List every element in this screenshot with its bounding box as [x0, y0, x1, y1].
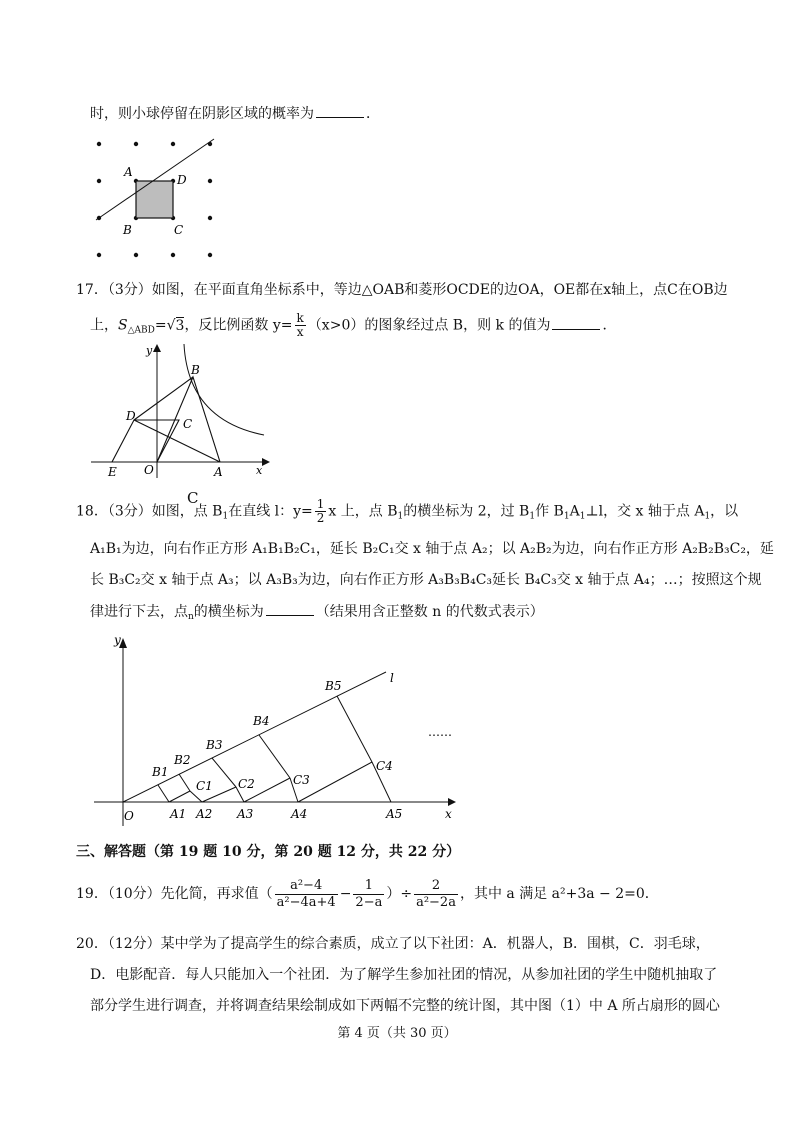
q18-figure: [90, 630, 470, 830]
sqrt-value: 3: [175, 317, 185, 334]
q18-e: ⊥l，交 x 轴于点 A: [585, 503, 705, 520]
divide-sign: ）÷: [386, 886, 413, 902]
q16-text: 时，则小球停留在阴影区域的概率为: [90, 106, 314, 122]
fraction-2: [353, 878, 384, 911]
frac-den: a²−2a: [416, 894, 456, 910]
stray-letter-c: C: [187, 489, 199, 507]
q17-period: ．: [602, 317, 617, 334]
label-D: D: [126, 409, 136, 423]
sub-1: 1: [579, 511, 586, 522]
x-axis-arrow: [262, 458, 270, 466]
q20-line3: 部分学生进行调查，并将调查结果绘制成如下两幅不完整的统计图，其中图（1）中 A 所占扇形的圆心: [90, 998, 720, 1014]
label-A3: A3: [237, 807, 254, 821]
q20-line1: 20．（12分）某中学为了提高学生的综合素质，成立了以下社团：A．机器人，B．围棋，C．羽毛球，: [76, 936, 710, 952]
section-heading: 三、解答题（第 19 题 10 分，第 20 题 12 分，共 22 分）: [76, 844, 461, 860]
label-A5: A5: [386, 807, 403, 821]
label-C3: C3: [293, 773, 310, 787]
label-B: B: [123, 223, 132, 237]
q18-line4-post: （结果用含正整数 n 的代数式表示）: [315, 604, 544, 620]
label-y: y: [114, 633, 121, 647]
frac-den: 2: [316, 511, 325, 525]
label-A1: A1: [170, 807, 187, 821]
label-A4: A4: [291, 807, 308, 821]
sub-1: 1: [397, 511, 404, 522]
label-E: E: [108, 465, 117, 479]
label-x: x: [445, 807, 452, 821]
q17-line2: [90, 312, 616, 343]
answer-blank: [316, 103, 364, 118]
q17-pre: 上，: [90, 317, 118, 334]
square-segments: [158, 696, 391, 802]
label-A: A: [214, 465, 223, 479]
fraction-1-over-2: [315, 498, 327, 525]
frac-num: 1: [353, 878, 384, 895]
q17-figure: [86, 340, 276, 480]
shaded-square: [136, 181, 173, 218]
frac-num: k: [296, 311, 304, 325]
q18-c: 的横坐标为 2，过 B: [403, 503, 530, 520]
fraction-3: [414, 878, 458, 911]
q18-d: 作 B: [535, 503, 564, 520]
x-axis-arrow: [448, 798, 456, 806]
sqrt-symbol: √: [166, 317, 176, 334]
q18-b: x 上，点 B: [328, 503, 398, 520]
page-footer: 第 4 页（共 30 页）: [337, 1026, 457, 1041]
q18-a: 在直线 l：y=: [228, 503, 313, 520]
answer-blank: [266, 601, 314, 616]
q16-period: ．: [366, 106, 380, 122]
label-B3: B3: [206, 738, 223, 752]
label-B2: B2: [174, 753, 191, 767]
q18-line2: A₁B₁为边，向右作正方形 A₁B₁B₂C₁，延长 B₂C₁交 x 轴于点 A₂；以 A₂B₂为边，向右作正方形 A₂B₂B₃C₂，延: [90, 541, 774, 557]
frac-den: a²−4a+4: [276, 894, 336, 910]
fraction-k-over-x: [295, 312, 306, 339]
y-axis-arrow: [153, 344, 161, 352]
hyperbola-curve: [184, 344, 264, 435]
label-C2: C2: [238, 777, 255, 791]
q16-figure: [86, 134, 226, 264]
q18-pre: 18．（3分）如图，点 B: [76, 503, 223, 520]
equals-sign: =: [154, 317, 167, 334]
label-A2: A2: [196, 807, 213, 821]
answer-blank: [552, 315, 600, 330]
label-D: D: [177, 173, 187, 187]
q18-line1: 18．（3分）如图，点 $B_1$在直线 l：y= $\frac{1}{2}$ x 上，点 $B_1$的横坐标为 2，过 $B_1$作 $B_1A_1\perp l$，交 x 轴于点 $A_1$，以: [76, 497, 739, 525]
frac-num: a²−4: [275, 878, 338, 895]
label-C: C: [183, 417, 193, 431]
q20-line2: D．电影配音．每人只能加入一个社团．为了解学生参加社团的情况，从参加社团的学生中随机抽取了: [90, 967, 718, 983]
label-O: O: [124, 809, 134, 823]
minus-sign: −: [339, 886, 352, 902]
label-O: O: [144, 463, 154, 477]
label-C4: C4: [376, 759, 393, 773]
q17-line1: 17．（3分）如图，在平面直角坐标系中，等边△OAB和菱形OCDE的边OA，OE都在x轴上，点C在OB边: [76, 282, 728, 298]
fraction-1: [275, 878, 338, 911]
sub-1: 1: [529, 511, 536, 522]
q19-line: [76, 872, 659, 916]
q18-f: ，以: [710, 503, 739, 520]
label-l: l: [390, 671, 394, 685]
q17-cond: （x>0）的图象经过点 B，则 k 的值为: [307, 317, 551, 334]
frac-den: 2−a: [355, 894, 383, 910]
q18-line4-pre: 律进行下去，点: [90, 604, 188, 620]
ellipsis-dots: ……: [428, 725, 452, 739]
q17-mid: ，反比例函数 y=: [184, 317, 293, 334]
q19-pre: 19．（10分）先化简，再求值（: [76, 886, 273, 902]
label-C1: C1: [196, 779, 213, 793]
sub-1: 1: [704, 511, 711, 522]
area-subscript: △ABD: [127, 325, 155, 336]
sub-n: n: [188, 612, 194, 622]
label-B4: B4: [253, 714, 270, 728]
q18-line4: [90, 601, 544, 627]
label-x: x: [256, 464, 263, 477]
q16-line: [90, 103, 380, 124]
frac-den: x: [296, 325, 304, 339]
area-symbol: S: [118, 317, 128, 334]
q18-line3: 长 B₃C₂交 x 轴于点 A₃；以 A₃B₃为边，向右作正方形 A₃B₃B₄C₃延长 B₄C₃交 x 轴于点 A₄；…；按照这个规: [90, 572, 762, 588]
sub-1: 1: [222, 511, 229, 522]
label-B5: B5: [325, 679, 342, 693]
label-C: C: [174, 223, 184, 237]
label-B1: B1: [152, 765, 169, 779]
sub-1: 1: [563, 511, 570, 522]
frac-num: 1: [316, 497, 325, 511]
label-A: A: [124, 165, 133, 179]
frac-num: 2: [414, 878, 458, 895]
label-B: B: [191, 363, 200, 377]
q19-post: ，其中 a 满足 a²+3a − 2=0．: [459, 886, 659, 902]
label-y: y: [146, 344, 153, 357]
q18-line4-mid: 的横坐标为: [193, 604, 264, 620]
